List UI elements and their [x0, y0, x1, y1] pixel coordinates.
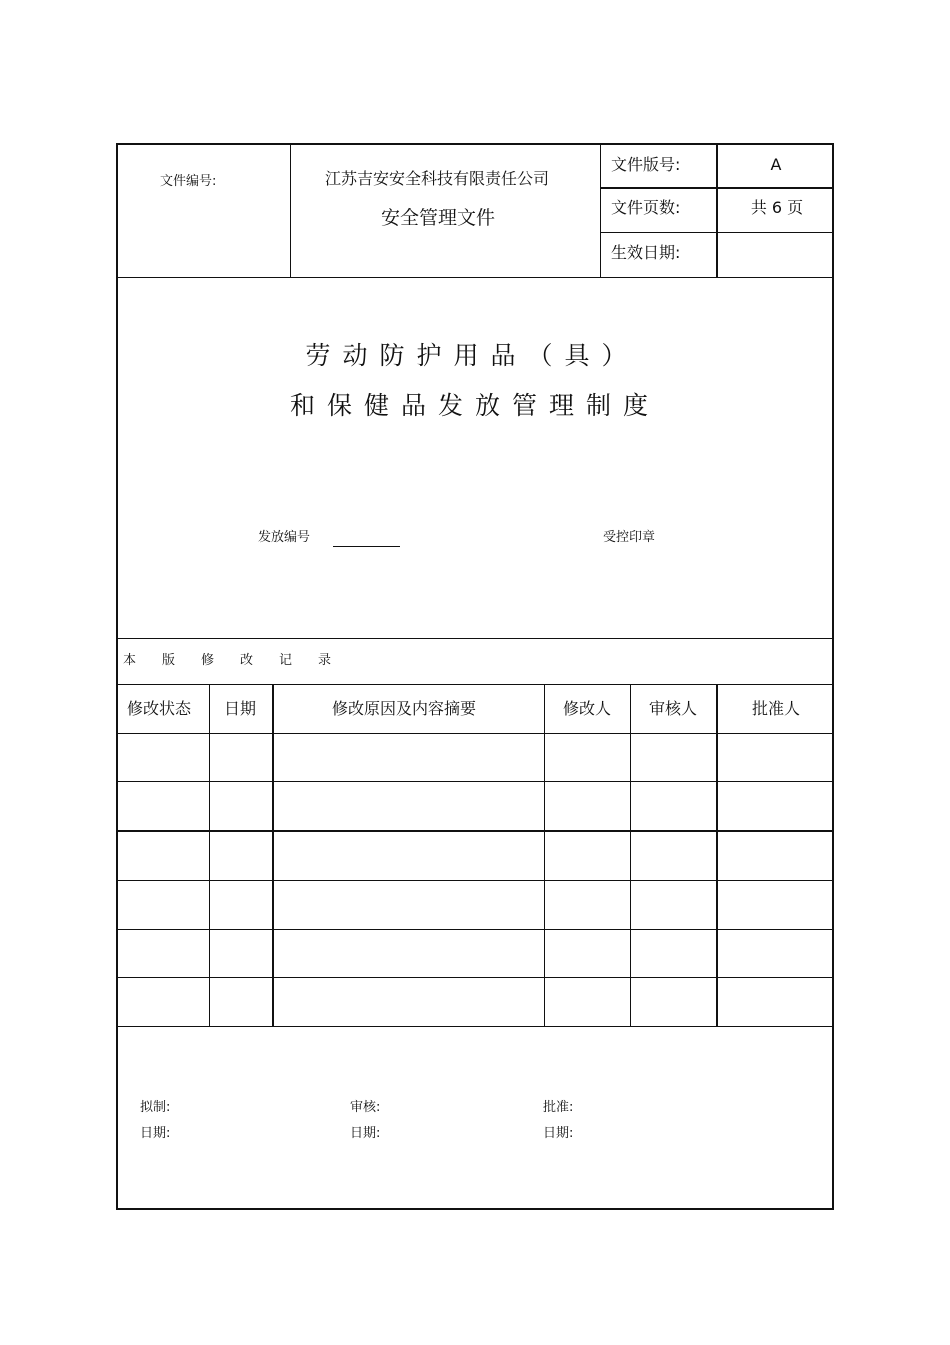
table-row-line	[116, 880, 834, 881]
header-divider-3	[716, 144, 718, 277]
document-title-line-2: 和保健品发放管理制度	[289, 391, 661, 420]
version-label: 文件版号:	[611, 155, 681, 174]
header-bottom-line	[116, 277, 834, 278]
header-divider-1	[290, 144, 291, 277]
drafted-by-label: 拟制:	[140, 1100, 171, 1115]
reviewed-by-label: 审核:	[350, 1100, 381, 1115]
col-header-reviewer: 审核人	[648, 699, 698, 718]
col-header-status: 修改状态	[126, 699, 192, 718]
table-bottom-line	[116, 1026, 834, 1027]
header-row-line-1	[600, 187, 834, 189]
document-title-line-1: 劳动防护用品（具）	[305, 341, 639, 370]
col-divider-1	[209, 684, 210, 1027]
issue-number-label: 发放编号	[258, 530, 311, 545]
doc-type: 安全管理文件	[380, 207, 496, 229]
table-row-line	[116, 830, 834, 832]
col-divider-5	[716, 684, 718, 1027]
col-divider-2	[272, 684, 274, 1027]
header-divider-2	[600, 144, 601, 277]
col-header-date: 日期	[223, 699, 257, 718]
table-row-line	[116, 929, 834, 930]
col-header-summary: 修改原因及内容摘要	[331, 699, 477, 718]
col-header-modifier: 修改人	[562, 699, 612, 718]
revision-header-top-line	[116, 684, 834, 685]
col-divider-4	[630, 684, 631, 1027]
issue-number-blank	[333, 546, 400, 547]
table-row-line	[116, 781, 834, 782]
table-row-line	[116, 733, 834, 734]
company-name: 江苏吉安安全科技有限责任公司	[324, 169, 550, 188]
revision-section-top-line	[116, 638, 834, 639]
controlled-stamp-label: 受控印章	[603, 530, 656, 545]
pages-value: 共 6 页	[750, 198, 804, 217]
col-divider-3	[544, 684, 545, 1027]
approved-date-label: 日期:	[543, 1126, 574, 1141]
table-row-line	[116, 977, 834, 978]
header-row-line-2	[600, 232, 834, 233]
col-header-approver: 批准人	[751, 699, 801, 718]
document-frame	[116, 143, 834, 1210]
version-value: A	[770, 155, 782, 174]
effective-date-label: 生效日期:	[611, 243, 681, 262]
drafted-date-label: 日期:	[140, 1126, 171, 1141]
pages-label: 文件页数:	[611, 198, 681, 217]
doc-number-label: 文件编号:	[160, 174, 217, 189]
reviewed-date-label: 日期:	[350, 1126, 381, 1141]
approved-by-label: 批准:	[543, 1100, 574, 1115]
revision-section-label: 本 版 修 改 记 录	[123, 653, 332, 668]
